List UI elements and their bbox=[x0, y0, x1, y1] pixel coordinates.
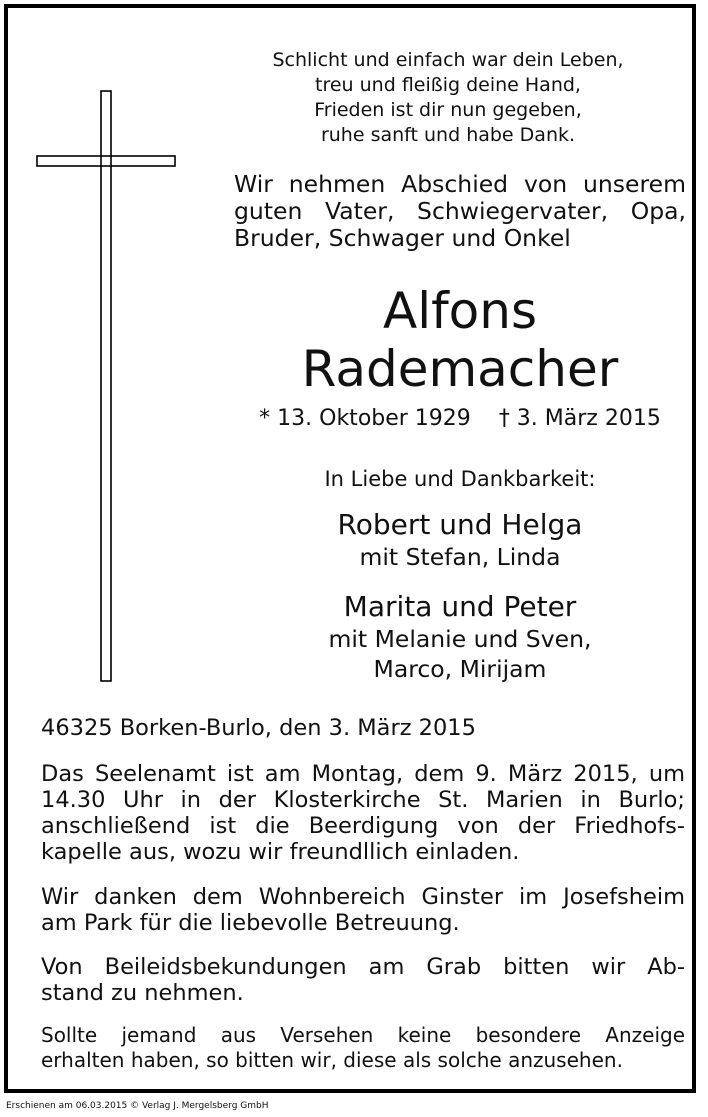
deceased-last-name: Rademacher bbox=[301, 340, 619, 398]
place-date: 46325 Borken-Burlo, den 3. März 2015 bbox=[41, 715, 476, 741]
obituary-frame bbox=[4, 4, 696, 1093]
farewell-line: guten Vater, Schwiegervater, Opa, bbox=[234, 197, 686, 225]
notice-line: Sollte jemand aus Versehen keine besondere Anzeige bbox=[41, 1023, 685, 1047]
family-2-members: mit Melanie und Sven, bbox=[328, 625, 592, 653]
poem-line: treu und fleißig deine Hand, bbox=[315, 74, 581, 96]
deceased-first-name: Alfons bbox=[382, 282, 538, 340]
requiem-line: kapelle aus, wozu wir freundllich einladen. bbox=[41, 839, 520, 865]
poem-line: ruhe sanft und habe Dank. bbox=[320, 124, 576, 146]
requiem-line: anschließend ist die Beerdigung von der Friedhofs- bbox=[41, 813, 685, 839]
farewell-line: Bruder, Schwager und Onkel bbox=[234, 224, 571, 252]
family-2 bbox=[234, 590, 686, 684]
poem bbox=[238, 48, 658, 148]
life-dates bbox=[234, 406, 686, 432]
notice-line: erhalten haben, so bitten wir, diese als solche anzusehen. bbox=[41, 1048, 623, 1072]
family-2-members: Marco, Mirijam bbox=[373, 655, 547, 683]
death-date: † 3. März 2015 bbox=[498, 406, 661, 431]
birth-date: * 13. Oktober 1929 bbox=[259, 406, 471, 431]
family-2-name: Marita und Peter bbox=[343, 590, 577, 623]
requiem-text bbox=[41, 761, 685, 865]
thanks-line: Wir danken dem Wohnbereich Ginster im Josefsheim bbox=[41, 884, 685, 910]
requiem-line: Das Seelenamt ist am Montag, dem 9. März 2015, um bbox=[41, 761, 685, 787]
notice-text bbox=[41, 1023, 685, 1073]
cross-icon bbox=[34, 88, 184, 688]
mourners-intro: In Liebe und Dankbarkeit: bbox=[324, 467, 596, 491]
thanks-line: am Park für die liebevolle Betreuung. bbox=[41, 910, 460, 936]
poem-line: Frieden ist dir nun gegeben, bbox=[314, 99, 582, 121]
condolences-line: stand zu nehmen. bbox=[41, 980, 244, 1006]
condolences-text bbox=[41, 954, 685, 1006]
poem-line: Schlicht und einfach war dein Leben, bbox=[272, 49, 624, 71]
thanks-text bbox=[41, 884, 685, 936]
farewell-text bbox=[234, 171, 686, 252]
family-1 bbox=[234, 508, 686, 572]
family-1-name: Robert und Helga bbox=[337, 508, 583, 541]
publication-footer: Erschienen am 06.03.2015 © Verlag J. Mergelsberg GmbH bbox=[6, 1101, 269, 1111]
family-1-members: mit Stefan, Linda bbox=[359, 543, 561, 571]
farewell-line: Wir nehmen Abschied von unserem bbox=[234, 170, 686, 198]
requiem-line: 14.30 Uhr in der Klosterkirche St. Marien in Burlo; bbox=[41, 787, 685, 813]
condolences-line: Von Beileidsbekundungen am Grab bitten wir Ab- bbox=[41, 954, 685, 980]
